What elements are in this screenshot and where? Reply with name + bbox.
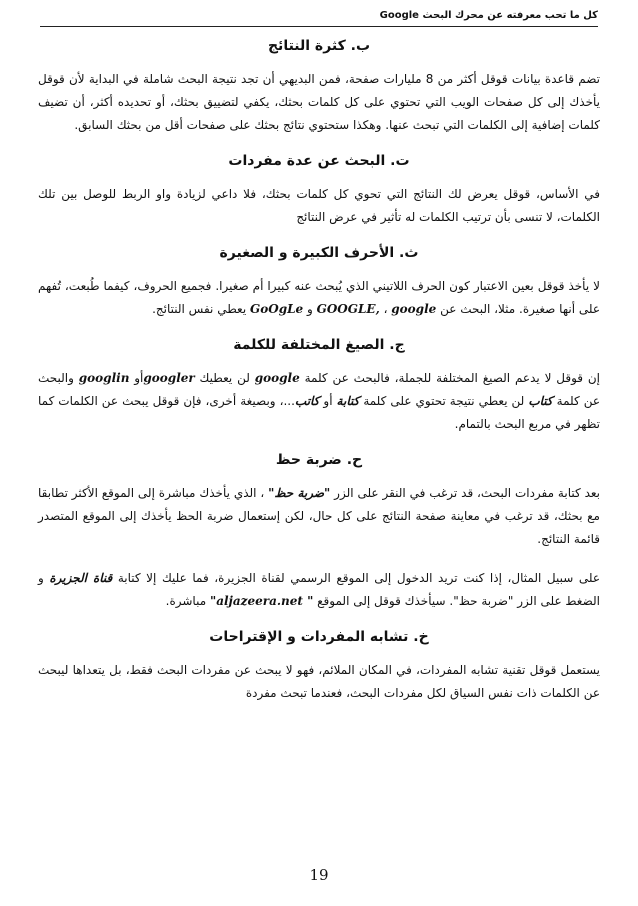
section-title-letter-case: ث. الأحرف الكبيرة و الصغيرة	[219, 245, 419, 261]
term-google: google	[254, 371, 300, 385]
text-run: على سبيل المثال، إذا كنت تريد الدخول إلى الموقع الرسمي لقناة الجزيرة، فما عليك إلا كتابة	[112, 571, 600, 585]
text-run: و الضغط على الزر "ضربة حظ". سيأخذك قوقل إلى الموقع	[38, 571, 600, 608]
paragraph-results-count: تضم قاعدة بيانات قوقل أكثر من 8 مليارات صفحة، فمن البديهي أن تجد نتيجة البحث شاملة في البداية لأن قوقل يأخذك إلى كل صفحات الويب التي تحتوي على كل كلمات بحثك، يكفي لتضييق بحثك، أو تحديده أكثر، أن تضيف كلمات إضافية إلى الكلمات التي تبحث عنها. وهكذا ستحتوي نتائج بحثك على صفحات أقل من بحثك السابق.	[38, 72, 600, 132]
paragraph-similarity: يستعمل قوقل تقنية تشابه المفردات، في المكان الملائم، فهو لا يبحث عن مفردات البحث فقط، بل يتعداها ليبحث عن الكلمات ذات نفس السياق لكل مفردات البحث، فعندما تبحث مفردة	[38, 663, 600, 700]
term-lucky-button: "ضربة حظ"	[268, 486, 331, 500]
paragraph-word-forms	[38, 367, 600, 436]
text-run: يعطي نفس النتائج.	[152, 302, 250, 316]
paragraph-lucky-1	[38, 482, 600, 551]
text-run: لن يعطي نتيجة تحتوي على كلمة	[359, 394, 529, 408]
text-run: ...، وبصيغة أخرى، فإن قوقل يبحث عن الكلمات كما تظهر في مربع البحث بالتمام.	[38, 394, 600, 431]
term-kitaba: كتابة	[336, 394, 360, 408]
text-run: ،	[379, 302, 392, 316]
text-run: لا يأخذ قوقل بعين الاعتبار كون الحرف اللاتيني الذي يُبحث عنه كبيرا أم صغيرا. فجميع الحروف، كيفما طُبعت، تُفهم على أنها صغيرة. مثلا، البحث عن	[38, 279, 600, 316]
paragraph-lucky-2	[38, 567, 600, 613]
page-content	[38, 38, 600, 721]
term-google-lower: google	[391, 302, 437, 316]
section-title-similarity: خ. تشابه المفردات و الإقتراحات	[209, 629, 429, 645]
text-run: والبحث عن كلمة	[38, 371, 600, 408]
text-run: أو	[319, 394, 337, 408]
term-google-upper: GOOGLE,	[316, 302, 380, 316]
paragraph-multiple-words: في الأساس، قوقل يعرض لك النتائج التي تحوي كل كلمات بحثك، فلا داعي لزيادة واو الربط للوصل بين تلك الكلمات، لا تنسى بأن ترتيب الكلمات له تأثير في عرض النتائج	[38, 187, 600, 224]
term-aljazeera-channel: قناة الجزيرة	[49, 571, 113, 585]
section-title-multiple-words: ت. البحث عن عدة مفردات	[228, 153, 410, 169]
section-title-lucky: ح. ضربة حظ	[275, 452, 363, 468]
term-katib: كاتب	[294, 394, 320, 408]
text-run: لن يعطيك	[194, 371, 255, 385]
term-aljazeera-url: "aljazeera.net "	[209, 594, 314, 608]
text-run: و	[303, 302, 317, 316]
term-googler: googler	[143, 371, 195, 385]
running-header: كل ما تحب معرفته عن محرك البحث Google	[40, 8, 598, 27]
paragraph-letter-case	[38, 275, 600, 321]
term-googlin: googlin	[78, 371, 130, 385]
text-run: أو	[129, 371, 144, 385]
term-google-mixed: GoOgLe	[249, 302, 304, 316]
term-kitab: كتاب	[528, 394, 553, 408]
text-run: مباشرة.	[165, 594, 210, 608]
text-run: ، الذي يأخذك مباشرة إلى الموقع الأكثر تطابقا مع بحثك، قد ترغب في معاينة صفحة النتائج على كل حال، لكن إستعمال ضربة الحظ يأخذك إلى الموقع المتصدر قائمة النتائج.	[38, 486, 600, 546]
page-number: 19	[309, 866, 329, 884]
section-title-word-forms: ج. الصيغ المختلفة للكلمة	[233, 337, 405, 353]
text-run: إن قوقل لا يدعم الصيغ المختلفة للجملة، فالبحث عن كلمة	[299, 371, 601, 385]
text-run: بعد كتابة مفردات البحث، قد ترغب في النقر على الزر	[330, 486, 600, 500]
section-title-results-count: ب. كثرة النتائج	[267, 38, 371, 54]
